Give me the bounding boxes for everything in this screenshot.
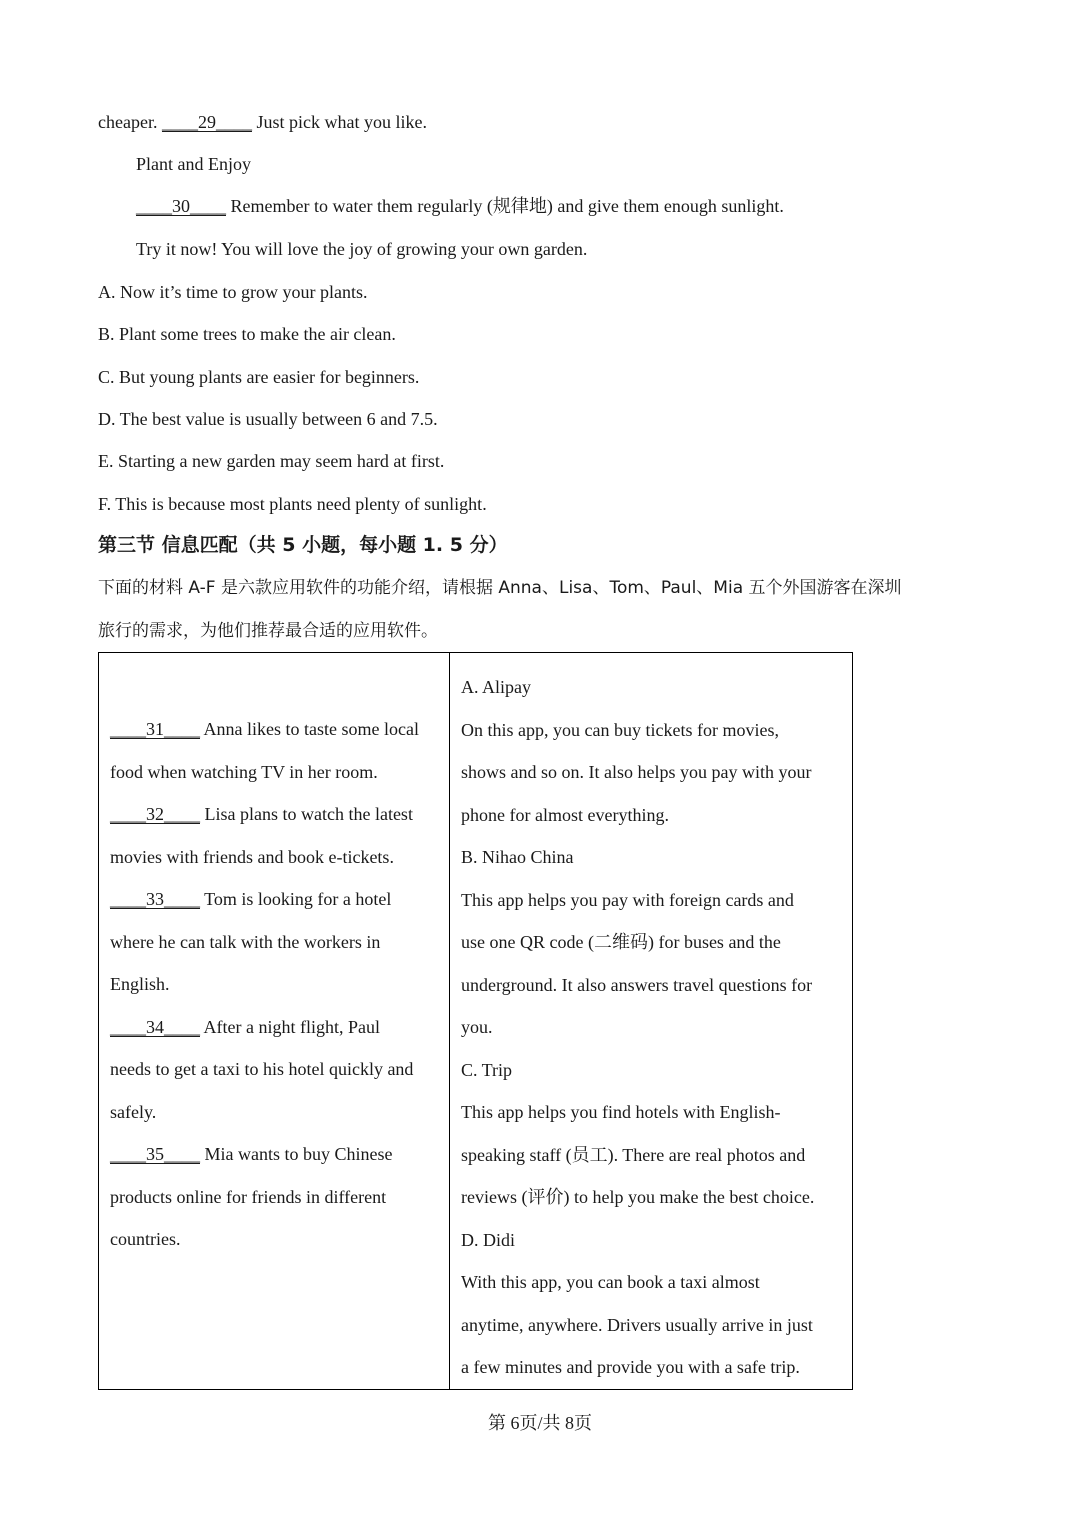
option-c: C. But young plants are easier for beginners.: [98, 367, 420, 387]
question-text: Mia wants to buy Chinese: [200, 1144, 393, 1164]
passage-text: Just pick what you like.: [251, 112, 427, 132]
app-title-trip: C. Trip: [461, 1059, 513, 1080]
app-title-didi: D. Didi: [461, 1229, 515, 1250]
option-a: A. Now it’s time to grow your plants.: [98, 282, 368, 302]
question-text: products online for friends in different: [110, 1186, 387, 1207]
option-b: B. Plant some trees to make the air clean.: [98, 324, 396, 344]
passage-text: Remember to water them regularly (规律地) and give them enough sunlight.: [226, 196, 784, 216]
question-text: English.: [110, 974, 170, 994]
blank-31: ____31____: [110, 719, 200, 739]
app-description: shows and so on. It also helps you pay with your: [461, 762, 812, 782]
blank-33: ____33____: [110, 889, 200, 909]
blank-30: ____30____: [136, 196, 226, 216]
passage-subheading: Plant and Enjoy: [136, 154, 251, 174]
question-text: Anna likes to taste some local: [200, 719, 419, 739]
app-description: a few minutes and provide you with a safe trip.: [461, 1357, 800, 1377]
app-description: This app helps you find hotels with English-: [461, 1102, 781, 1122]
blank-35: ____35____: [110, 1144, 200, 1164]
app-description: phone for almost everything.: [461, 804, 669, 825]
app-description: anytime, anywhere. Drivers usually arrive in just: [461, 1314, 813, 1335]
app-description: underground. It also answers travel questions for: [461, 974, 813, 995]
option-e: E. Starting a new garden may seem hard at first.: [98, 451, 445, 471]
blank-34: ____34____: [110, 1016, 200, 1037]
app-description: With this app, you can book a taxi almost: [461, 1272, 760, 1292]
question-31: [110, 708, 439, 751]
question-32: [110, 793, 439, 836]
passage-closing: Try it now! You will love the joy of growing your own garden.: [136, 239, 588, 259]
question-text: Tom is looking for a hotel: [200, 889, 392, 909]
matching-table: [98, 652, 853, 1390]
section-intro-line1: 下面的材料 A-F 是六款应用软件的功能介绍，请根据 Anna、Lisa、Tom、Paul、Mia 五个外国游客在深圳: [98, 578, 902, 598]
apps-cell: [450, 653, 853, 1390]
question-text: countries.: [110, 1229, 181, 1249]
app-description: speaking staff (员工). There are real photos and: [461, 1144, 806, 1165]
app-description: This app helps you pay with foreign cards and: [461, 889, 794, 910]
app-description: reviews (评价) to help you make the best choice.: [461, 1187, 815, 1207]
app-description: use one QR code (二维码) for buses and the: [461, 932, 781, 952]
question-35: [110, 1133, 439, 1176]
page-footer: 第 6页/共 8页: [487, 1413, 592, 1433]
passage-text: cheaper.: [98, 112, 162, 132]
blank-32: ____32____: [110, 804, 200, 824]
blank-29: ____29____: [161, 112, 252, 132]
question-text: where he can talk with the workers in: [110, 931, 381, 952]
passage-line-30: [136, 194, 784, 218]
passage-line-29: [98, 110, 427, 134]
section-intro-line2: 旅行的需求，为他们推荐最合适的应用软件。: [98, 621, 438, 641]
app-title-nihao-china: B. Nihao China: [461, 847, 574, 867]
app-description: you.: [461, 1017, 493, 1037]
option-f: F. This is because most plants need plenty of sunlight.: [98, 494, 487, 514]
question-text: After a night flight, Paul: [200, 1016, 380, 1037]
question-text: Lisa plans to watch the latest: [200, 804, 413, 824]
question-text: safely.: [110, 1101, 157, 1122]
option-d: D. The best value is usually between 6 and 7.5.: [98, 409, 438, 429]
section-heading: 第三节 信息匹配（共 5 小题，每小题 1. 5 分）: [98, 534, 508, 556]
app-description: On this app, you can buy tickets for movies,: [461, 719, 779, 740]
app-title-alipay: A. Alipay: [461, 677, 531, 697]
question-text: food when watching TV in her room.: [110, 761, 378, 782]
question-text: movies with friends and book e-tickets.: [110, 846, 394, 867]
question-text: needs to get a taxi to his hotel quickly and: [110, 1059, 414, 1079]
question-33: [110, 878, 439, 921]
question-34: [110, 1006, 439, 1049]
questions-cell: [99, 653, 450, 1390]
